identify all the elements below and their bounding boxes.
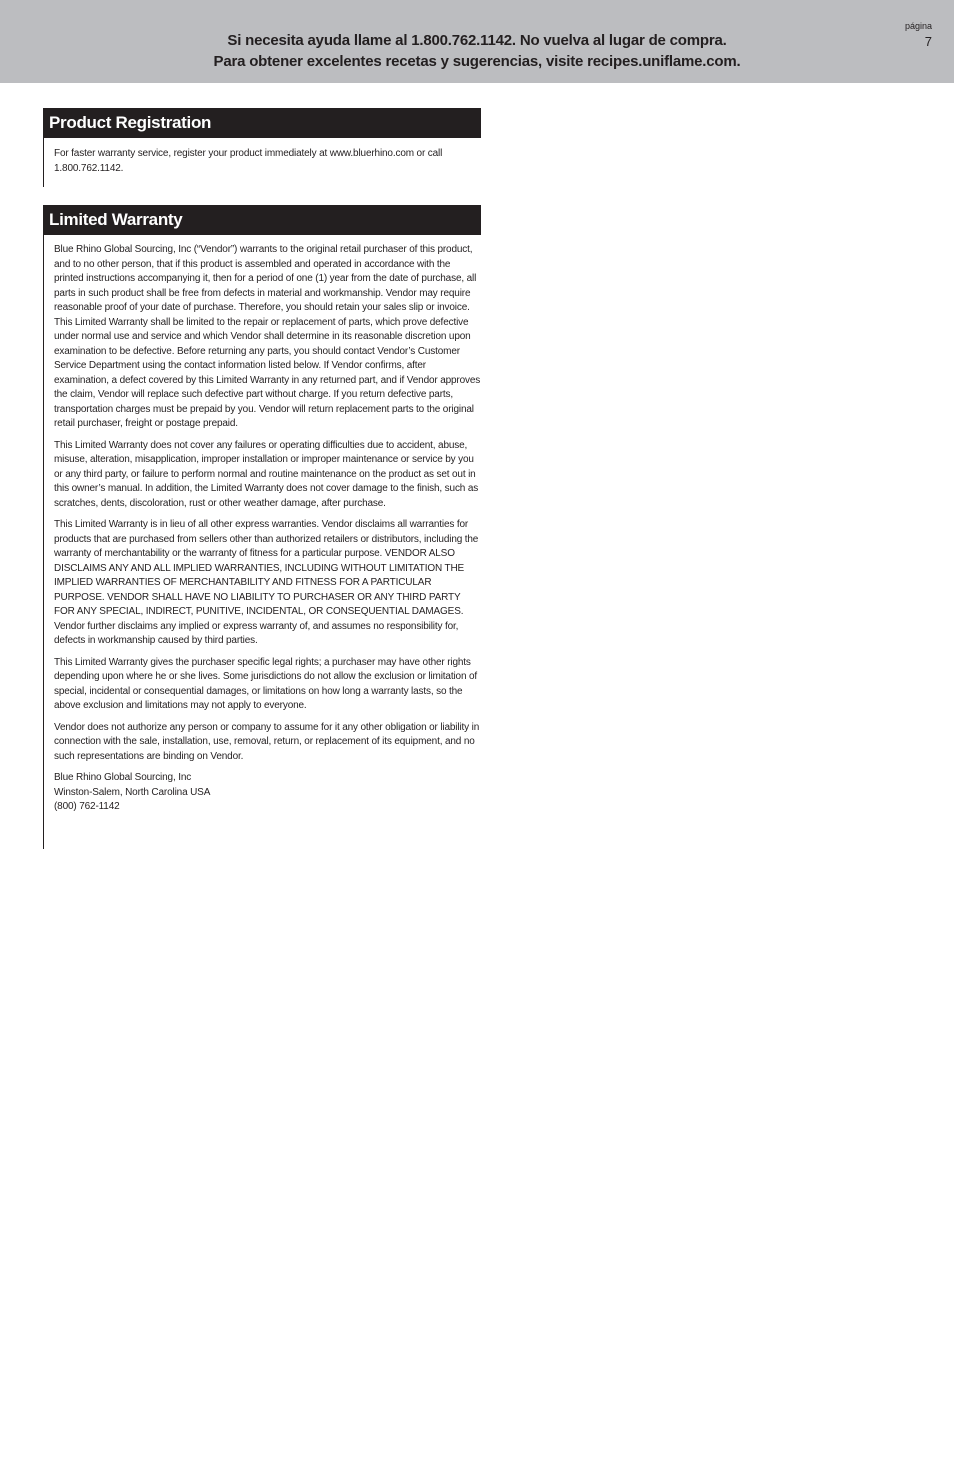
product-registration-title: Product Registration — [49, 113, 212, 132]
warranty-paragraph: Vendor does not authorize any person or company to assume for it any other obligation or liability in connection with the sale, installation, use, removal, return, or replacement of its equipment, and no such representations are binding on Vendor. — [54, 721, 480, 762]
product-registration-body — [54, 147, 482, 183]
banner-line-2: Para obtener excelentes recetas y sugerencias, visite recipes.uniflame.com. — [213, 53, 741, 70]
help-banner-text — [0, 30, 954, 72]
warranty-rule — [43, 235, 44, 849]
page-number: 7 — [924, 34, 932, 49]
warranty-paragraph: Blue Rhino Global Sourcing, Inc (“Vendor”) warrants to the original retail purchaser of this product, and to no other person, that if this product is assembled and operated in accordance with the printed instructions accompanying it, then for a period of one (1) year from the date of purchase, all parts in such product shall be free from defects in material and workmanship. Vendor may require reasonable proof of your date of purchase. Therefore, you should retain your sales slip or invoice. This Limited Warranty shall be limited to the repair or replacement of parts, which prove defective under normal use and service and which Vendor shall determine in its reasonable discretion upon examination to be defective. Before returning any parts, you should contact Vendor’s Customer Service Department using the contact information listed below. If Vendor confirms, after examination, a defect covered by this Limited Warranty in any returned part, and if Vendor approves the claim, Vendor will replace such defective part without charge. If you return defective parts, transportation charges must be prepaid by you. Vendor will return replacement parts to the original retail purchaser, freight or postage prepaid. — [54, 244, 481, 429]
vendor-address — [54, 771, 482, 815]
top-banner — [0, 0, 954, 83]
registration-rule — [43, 138, 44, 187]
warranty-paragraph: This Limited Warranty gives the purchaser specific legal rights; a purchaser may have other rights depending upon where he or she lives. Some jurisdictions do not allow the exclusion or limitation of special, incidental or consequential damages, or limitations on how long a warranty lasts, so the above exclusion and limitations may not apply to everyone. — [54, 656, 478, 711]
warranty-paragraph: This Limited Warranty is in lieu of all other express warranties. Vendor disclaims all warranties for products that are purchased from sellers other than authorized retailers or distributors, including the warranty of merchantability or the warranty of fitness for a particular purpose. VENDOR ALSO DISCLAIMS ANY AND ALL IMPLIED WARRANTIES, INCLUDING WITHOUT LIMITATION THE IMPLIED WARRANTIES OF MERCHANTABILITY AND FITNESS FOR A PARTICULAR PURPOSE. VENDOR SHALL HAVE NO LIABILITY TO PURCHASER OR ANY THIRD PARTY FOR ANY SPECIAL, INDIRECT, PUNITIVE, INCIDENTAL, OR CONSEQUENTIAL DAMAGES. Vendor further disclaims any implied or express warranty of, and assumes no responsibility for, defects in workmanship caused by third parties. — [54, 519, 479, 646]
limited-warranty-body — [54, 243, 482, 822]
product-registration-header — [43, 108, 481, 138]
address-city: Winston-Salem, North Carolina USA — [54, 786, 211, 798]
banner-line-1: Si necesita ayuda llame al 1.800.762.1142. No vuelva al lugar de compra. — [227, 32, 727, 49]
registration-text: For faster warranty service, register your product immediately at www.bluerhino.com or call 1.800.762.1142. — [54, 148, 443, 174]
page-label: página — [904, 21, 932, 31]
warranty-paragraph: This Limited Warranty does not cover any failures or operating difficulties due to accident, abuse, misuse, alteration, misapplication, improper installation or improper maintenance or service by you or any third party, or failure to perform normal and routine maintenance on the product as set out in this owner’s manual. In addition, the Limited Warranty does not cover damage to the finish, such as scratches, dents, discoloration, rust or other weather damage, after purchase. — [54, 439, 479, 509]
limited-warranty-title: Limited Warranty — [49, 210, 183, 229]
address-company: Blue Rhino Global Sourcing, Inc — [54, 772, 192, 783]
address-phone: (800) 762-1142 — [54, 801, 120, 812]
limited-warranty-header — [43, 205, 481, 235]
